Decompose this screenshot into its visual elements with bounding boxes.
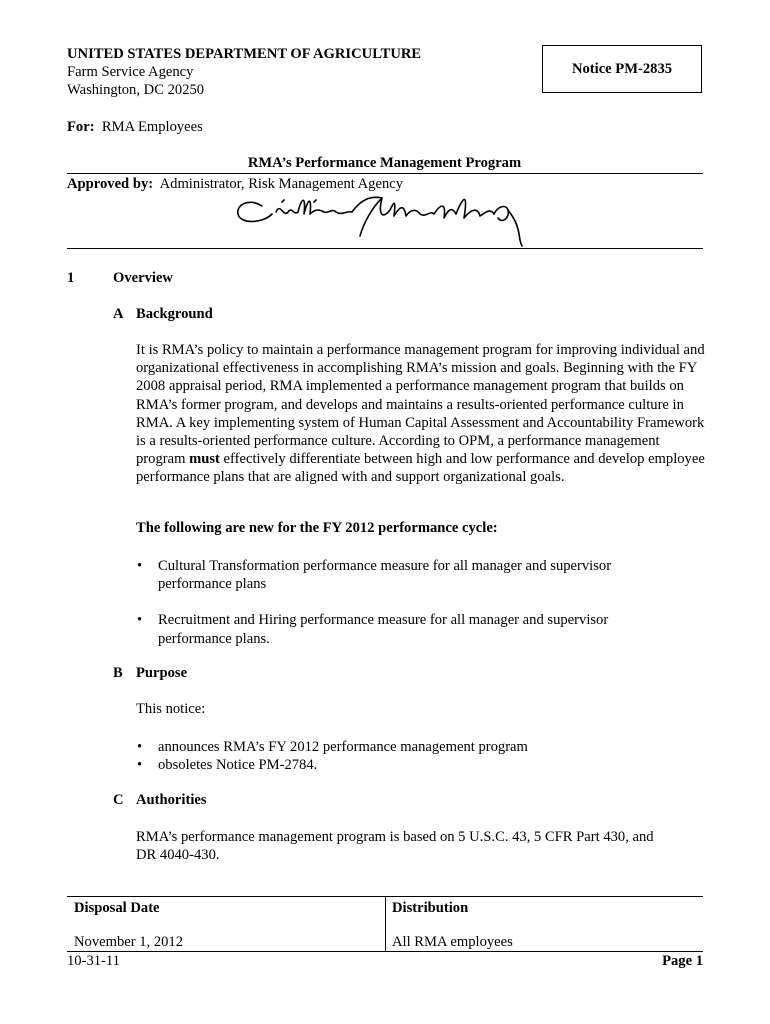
disposal-date-label: Disposal Date (74, 900, 160, 916)
subsection-letter-c: C (113, 792, 124, 808)
for-value: RMA Employees (101, 119, 203, 135)
list-item-text: announces RMA’s FY 2012 performance management program (158, 739, 528, 755)
list-item-text: Recruitment and Hiring performance measure for all manager and supervisor performance plans. (158, 612, 609, 647)
subsection-title-background: Background (136, 306, 213, 322)
agency-subname: Farm Service Agency (67, 64, 194, 80)
agency-address: Washington, DC 20250 (67, 82, 205, 98)
distribution-label: Distribution (392, 900, 469, 916)
disposal-date-value: November 1, 2012 (74, 934, 184, 950)
background-text-1: It is RMA’s policy to maintain a performance management program for improving individual and organizational effectiveness in accomplishing RMA’s mission and goals. Beginning with the FY 2008 appraisal period, RMA implemented a performance management program that builds on RMA’s former program, and develops and maintains a results-oriented performance culture in RMA. A key implementing system of Human Capital Assessment and Accountability Framework is a results-oriented performance culture. According to OPM, a performance management program (136, 342, 705, 468)
issue-date: 10-31-11 (67, 953, 120, 969)
list-item (136, 557, 636, 593)
purpose-intro: This notice: (136, 701, 206, 717)
purpose-list (136, 738, 696, 774)
subsection-title-authorities: Authorities (136, 792, 207, 808)
title-rule (67, 173, 703, 174)
authorities-text: RMA’s performance management program is based on 5 U.S.C. 43, 5 CFR Part 430, and DR 4040-430. (136, 829, 654, 864)
new-items-list (136, 557, 636, 648)
signature-rule (67, 248, 703, 249)
section-title: Overview (113, 270, 173, 286)
list-item (136, 738, 696, 756)
section-number: 1 (67, 270, 75, 286)
page-number: Page 1 (662, 953, 703, 969)
background-text-2: effectively differentiate between high and low performance and develop employee performance plans that are aligned with and support organizational goals. (136, 451, 705, 486)
subsection-letter-a: A (113, 306, 124, 322)
distribution-value: All RMA employees (392, 934, 513, 950)
agency-name: UNITED STATES DEPARTMENT OF AGRICULTURE (67, 46, 422, 62)
list-item (136, 756, 696, 774)
list-item (136, 611, 636, 647)
footer-bottom-rule (67, 951, 703, 952)
notice-number: Notice PM-2835 (571, 60, 673, 77)
approved-value: Administrator, Risk Management Agency (159, 176, 404, 192)
notice-number-box (542, 45, 702, 93)
emphasis-must: must (189, 451, 220, 468)
document-title: RMA’s Performance Management Program (247, 155, 522, 171)
recipients-line (67, 119, 203, 136)
background-paragraph (136, 341, 706, 487)
for-label: For: (67, 119, 95, 135)
new-items-heading: The following are new for the FY 2012 performance cycle: (136, 520, 498, 536)
subsection-letter-b: B (113, 665, 123, 681)
list-item-text: obsoletes Notice PM-2784. (158, 757, 318, 774)
list-item-text: Cultural Transformation performance measure for all manager and supervisor performance plans (158, 558, 612, 593)
footer-column-divider (385, 896, 386, 951)
signature (232, 188, 542, 250)
approved-label: Approved by: (67, 176, 154, 192)
subsection-title-purpose: Purpose (136, 665, 188, 681)
